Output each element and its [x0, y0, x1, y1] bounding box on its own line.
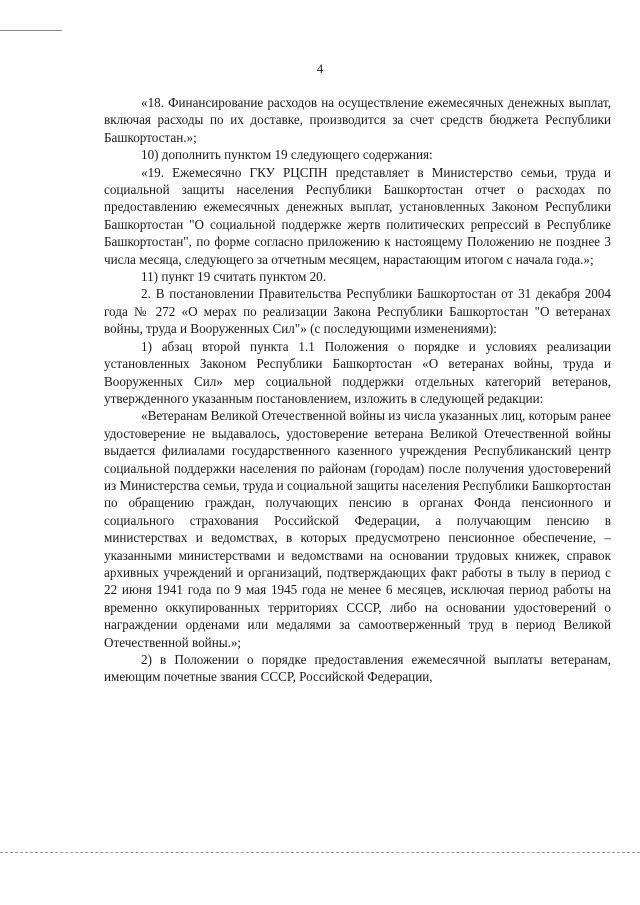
paragraph-item-1: 1) абзац второй пункта 1.1 Положения о порядке и условиях реализации установленных Законом Республики Башкортостан «О ветеранах войны, труда и Вооруженных Сил» мер социальной поддержки отдельных категорий ветеранов, утвержденного указанным постановлением, изложить в следующей редакции:: [104, 338, 611, 406]
document-body: [104, 94, 611, 686]
paragraph-clause-19: «19. Ежемесячно ГКУ РЦСПН представляет в Министерство семьи, труда и социальной защиты населения Республики Башкортостан отчет о расходах по предоставлению ежемесячных денежных выплат, установленных Законом Республики Башкортостан "О социальной поддержке жертв политических репрессий в Республике Башкортостан", по форме согласно приложению к настоящему Положению не позднее 3 числа месяца, следующего за отчетным месяцем, нарастающим итогом с начала года.»;: [104, 164, 611, 267]
paragraph-amend-10: 10) дополнить пунктом 19 следующего содержания:: [141, 147, 433, 163]
paragraph-item-2: 2) в Положении о порядке предоставления ежемесячной выплаты ветеранам, имеющим почетные звания СССР, Российской Федерации,: [104, 652, 611, 685]
paragraph-section-2: 2. В постановлении Правительства Республики Башкортостан от 31 декабря 2004 года № 272 «О мерах по реализации Закона Республики Башкортостан "О ветеранах войны, труда и Вооруженных Сил"» (с последующими изменениями):: [104, 286, 611, 337]
paragraph-veterans-text: «Ветеранам Великой Отечественной войны из числа указанных лиц, которым ранее удостоверение не выдавалось, удостоверение ветерана Великой Отечественной войны выдается филиалами государственного казенного учреждения Республиканский центр социальной поддержки населения по районам (городам) после получения удостоверений из Министерства семьи, труда и социальной защиты населения Республики Башкортостан по обращению граждан, получающих пенсию в органах Фонда пенсионного и социального страхования Российской Федерации, а получающим пенсию в министерствах и ведомствах, в которых предусмотрено пенсионное обеспечение, – указанными министерствами и ведомствами на основании трудовых книжек, справок архивных учреждений и организаций, подтверждающих факт работы в тылу в период с 22 июня 1941 года по 9 мая 1945 года не менее 6 месяцев, исключая период работы на временно оккупированных территориях СССР, либо на основании удостоверений о награждении орденами или медалями за самоотверженный труд в период Великой Отечественной войны.»;: [104, 408, 611, 650]
scan-edge-line: [0, 852, 640, 853]
paragraph-amend-11: 11) пункт 19 считать пунктом 20.: [141, 269, 327, 285]
page-number: 4: [316, 62, 324, 76]
scan-edge-mark: [0, 30, 62, 31]
paragraph-clause-18: «18. Финансирование расходов на осуществление ежемесячных денежных выплат, включая расходы по их доставке, производится за счет средств бюджета Республики Башкортостан.»;: [104, 95, 611, 145]
